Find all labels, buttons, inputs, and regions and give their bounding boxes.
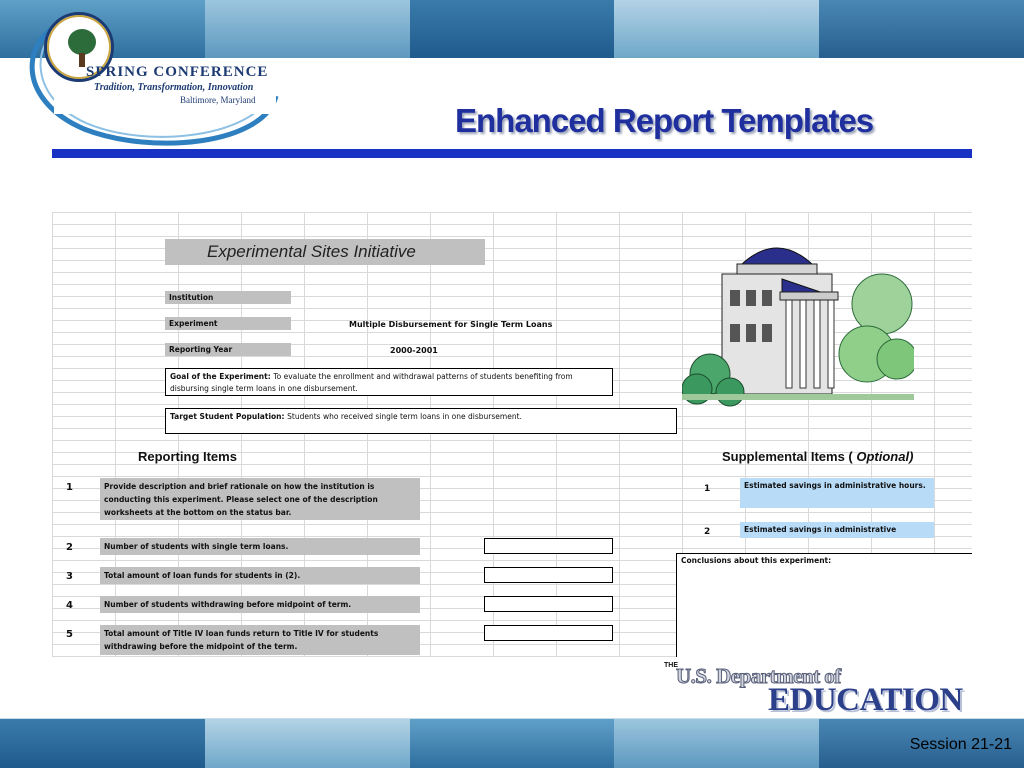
supplemental-heading-text: Supplemental Items (: [722, 449, 853, 464]
slide-title: Enhanced Report Templates: [455, 102, 874, 139]
building-illustration: [682, 234, 914, 414]
reporting-year-label: Reporting Year: [165, 343, 291, 356]
doe-the: THE: [664, 662, 678, 669]
item-input-field[interactable]: [484, 625, 613, 641]
doe-education: EDUCATION: [768, 682, 963, 718]
item-number: 1: [66, 482, 73, 493]
conference-location: Baltimore, Maryland: [180, 95, 256, 105]
item-number: 5: [66, 629, 73, 640]
item-input-field[interactable]: [484, 567, 613, 583]
bottom-banner: [0, 718, 1024, 768]
goal-text: To evaluate the enrollment and withdrawal patterns of students benefiting from disbursing single term loans in one disbursement.: [170, 372, 573, 393]
reporting-item-text: Number of students with single term loans.: [100, 538, 420, 555]
seal-tree-icon: [68, 29, 96, 55]
supplemental-optional: Optional): [856, 449, 914, 464]
sheet-title: Experimental Sites Initiative: [165, 239, 485, 265]
session-label: Session 21-21: [909, 736, 1012, 753]
doe-department: U.S. Department of: [676, 664, 841, 688]
supp-item-text: Estimated savings in administrative: [740, 522, 934, 538]
banner-segment: [410, 0, 615, 58]
conference-name: SPRING CONFERENCE: [86, 64, 269, 80]
goal-label: Goal of the Experiment:: [170, 372, 271, 381]
supp-item-number: 1: [704, 484, 711, 494]
doe-logo: [664, 662, 1004, 722]
item-input-field[interactable]: [484, 596, 613, 612]
conclusions-label: Conclusions about this experiment:: [681, 556, 832, 565]
spreadsheet: [52, 212, 972, 657]
banner-segment: [0, 718, 205, 768]
reporting-year-value: 2000-2001: [390, 346, 438, 355]
banner-segment: [614, 718, 819, 768]
reporting-item-text: Number of students withdrawing before midpoint of term.: [100, 596, 420, 613]
supplemental-heading: [722, 449, 913, 464]
supp-item-number: 2: [704, 527, 711, 537]
item-number: 4: [66, 600, 73, 611]
reporting-items-heading: Reporting Items: [138, 449, 237, 464]
seal-trunk: [79, 53, 85, 67]
banner-segment: [205, 718, 410, 768]
title-rule: [52, 149, 972, 158]
target-text: Students who received single term loans in one disbursement.: [287, 412, 522, 421]
target-box: [165, 408, 677, 434]
supp-item-text: Estimated savings in administrative hours.: [740, 478, 934, 508]
reporting-item-text: Total amount of Title IV loan funds return to Title IV for students withdrawing before the midpoint of the term.: [100, 625, 420, 655]
institution-label: Institution: [165, 291, 291, 304]
banner-segment: [614, 0, 819, 58]
reporting-item-text: Total amount of loan funds for students in (2).: [100, 567, 420, 584]
experiment-value: Multiple Disbursement for Single Term Loans: [349, 320, 553, 329]
conclusions-box: [676, 553, 972, 657]
item-number: 2: [66, 542, 73, 553]
experiment-label: Experiment: [165, 317, 291, 330]
conference-logo: [14, 4, 284, 154]
item-input-field[interactable]: [484, 538, 613, 554]
conference-tagline: Tradition, Transformation, Innovation: [94, 82, 254, 93]
item-number: 3: [66, 571, 73, 582]
target-label: Target Student Population:: [170, 412, 285, 421]
banner-segment: [819, 0, 1024, 58]
goal-box: [165, 368, 613, 396]
reporting-item-text: Provide description and brief rationale on how the institution is conducting this experiment. Please select one of the description worksheets at the bottom on the status bar.: [100, 478, 420, 520]
banner-segment: [410, 718, 615, 768]
